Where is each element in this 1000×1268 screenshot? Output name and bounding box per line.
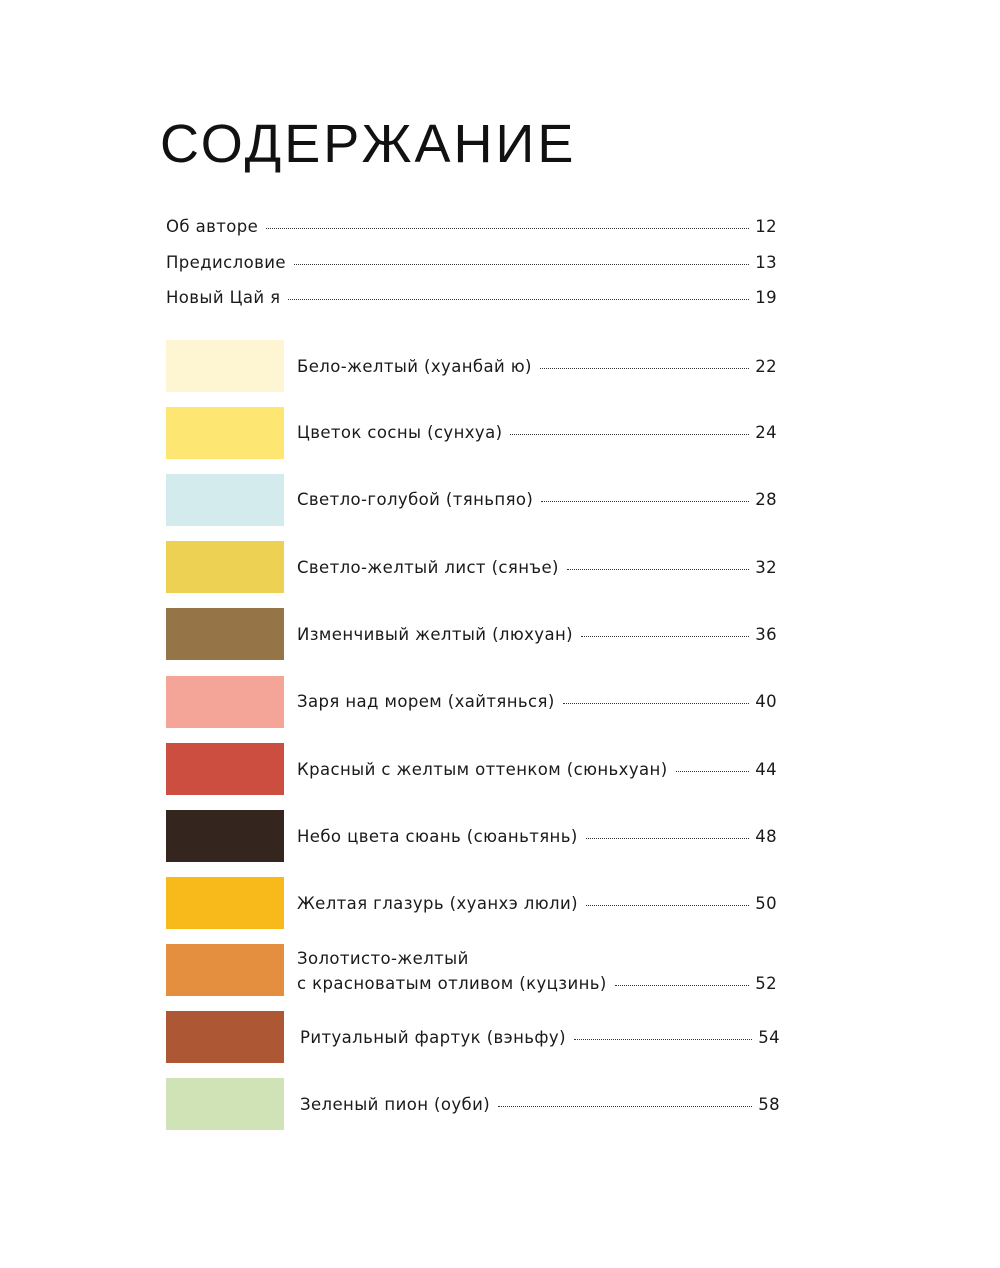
color-swatch — [166, 877, 284, 929]
toc-entry-label: Бело-желтый (хуанбай ю) — [297, 357, 532, 376]
dot-leader — [288, 298, 749, 300]
color-swatch — [166, 340, 284, 392]
toc-entry-label: Ритуальный фартук (вэньфу) — [300, 1028, 566, 1047]
toc-entry-color[interactable] — [297, 490, 777, 509]
dot-leader — [581, 635, 749, 637]
color-swatch — [166, 743, 284, 795]
toc-entry-label: Заря над морем (хайтянься) — [297, 692, 555, 711]
toc-entry-label: с красноватым отливом (куцзинь) — [297, 974, 607, 993]
dot-leader — [541, 500, 749, 502]
toc-entry-page: 24 — [755, 423, 777, 442]
color-swatch — [166, 474, 284, 526]
toc-entry-color[interactable] — [300, 1095, 780, 1114]
color-swatch — [166, 944, 284, 996]
color-swatch — [166, 676, 284, 728]
color-swatch — [166, 608, 284, 660]
toc-entry-label: Предисловие — [166, 253, 286, 272]
toc-entry-preface[interactable] — [166, 253, 777, 272]
toc-entry-label: Небо цвета сюань (сюаньтянь) — [297, 827, 578, 846]
toc-entry-label: Об авторе — [166, 217, 259, 236]
toc-entry-label: Цветок сосны (сунхуа) — [297, 423, 503, 442]
dot-leader — [676, 770, 750, 772]
toc-entry-color[interactable] — [300, 1028, 780, 1047]
toc-entry-page: 48 — [755, 827, 777, 846]
toc-entry-label: Зеленый пион (оуби) — [300, 1095, 491, 1114]
color-swatch — [166, 810, 284, 862]
dot-leader — [563, 702, 750, 704]
page-title: СОДЕРЖАНИЕ — [160, 114, 577, 174]
toc-entry-page: 32 — [755, 558, 777, 577]
dot-leader — [510, 433, 749, 435]
toc-entry-color[interactable] — [297, 625, 777, 644]
color-swatch — [166, 407, 284, 459]
toc-entry-color[interactable] — [297, 974, 777, 993]
toc-entry-label: Желтая глазурь (хуанхэ люли) — [297, 894, 578, 913]
dot-leader — [574, 1038, 752, 1040]
toc-entry-about-author[interactable] — [166, 217, 777, 236]
toc-entry-label: Светло-желтый лист (сянъе) — [297, 558, 559, 577]
toc-entry-page: 54 — [758, 1028, 780, 1047]
toc-entry-page: 44 — [755, 760, 777, 779]
dot-leader — [586, 837, 750, 839]
toc-entry-color[interactable] — [297, 760, 777, 779]
toc-entry-page: 28 — [755, 490, 777, 509]
toc-entry-page: 19 — [755, 288, 777, 307]
toc-entry-color[interactable] — [297, 894, 777, 913]
toc-entry-page: 36 — [755, 625, 777, 644]
toc-entry-page: 52 — [755, 974, 777, 993]
toc-entry-color[interactable] — [297, 357, 777, 376]
toc-entry-page: 40 — [755, 692, 777, 711]
dot-leader — [586, 904, 749, 906]
toc-entry-page: 50 — [755, 894, 777, 913]
toc-entry-color[interactable] — [297, 692, 777, 711]
toc-entry-page: 12 — [755, 217, 777, 236]
dot-leader — [567, 568, 749, 570]
color-swatch — [166, 1078, 284, 1130]
dot-leader — [540, 367, 749, 369]
toc-entry-label: Новый Цай я — [166, 288, 281, 307]
dot-leader — [615, 984, 749, 986]
color-swatch — [166, 1011, 284, 1063]
toc-entry-page: 58 — [758, 1095, 780, 1114]
toc-entry-page: 13 — [755, 253, 777, 272]
toc-entry-label: Изменчивый желтый (люхуан) — [297, 625, 574, 644]
toc-entry-color[interactable] — [297, 827, 777, 846]
dot-leader — [266, 227, 749, 229]
toc-entry-label-line1[interactable]: Золотисто-желтый — [297, 949, 469, 968]
dot-leader — [498, 1105, 752, 1107]
toc-entry-label: Светло-голубой (тяньпяо) — [297, 490, 534, 509]
toc-entry-label: Красный с желтым оттенком (сюньхуан) — [297, 760, 668, 779]
toc-entry-color[interactable] — [297, 423, 777, 442]
toc-entry-new-cai-ya[interactable] — [166, 288, 777, 307]
dot-leader — [294, 263, 749, 265]
color-swatch — [166, 541, 284, 593]
toc-entry-color[interactable] — [297, 558, 777, 577]
toc-entry-page: 22 — [755, 357, 777, 376]
